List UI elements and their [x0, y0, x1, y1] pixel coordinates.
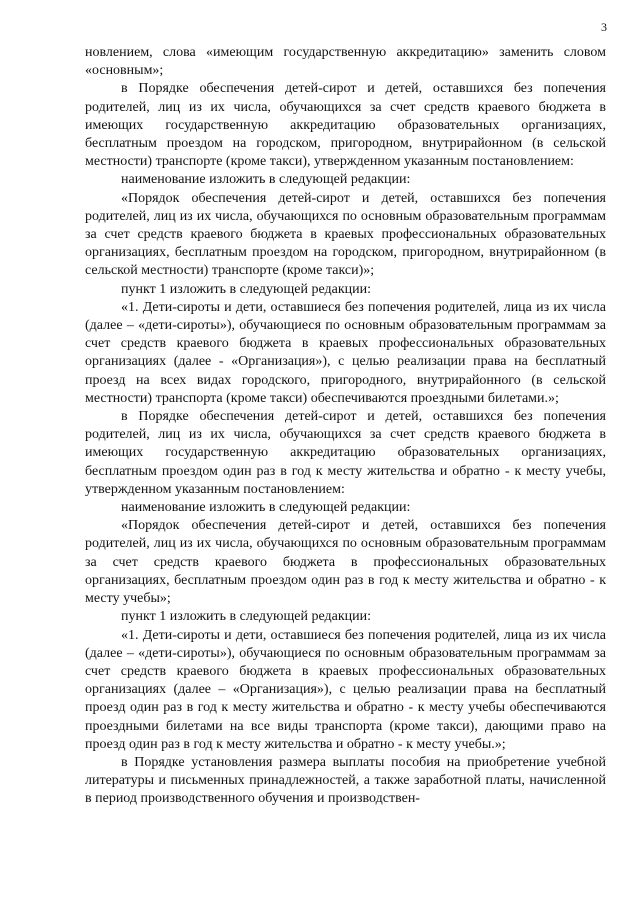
document-body	[85, 44, 606, 809]
paragraph-point-1-instruction: пункт 1 изложить в следующей редакции:	[121, 281, 371, 297]
paragraph-title-instruction: наименование изложить в следующей редакции:	[121, 172, 411, 188]
paragraph-new-title-annual-trip: «Порядок обеспечения детей-сирот и детей, оставшихся без попечения родителей, лиц из их числа, обучающихся по основным образовательным программам за счет средств краевого бюджета в профессиональных образовательных организациях, бесплатным проездом один раз в год к месту жительства и обратно - к месту учебы»;	[85, 518, 606, 607]
paragraph-order-local-transport: в Порядке обеспечения детей-сирот и детей, оставшихся без попечения родителей, лиц из их числа, обучающихся за счет средств краевого бюджета в имеющих государственную аккредитацию образовательных организациях, бесплатным проездом на городском, пригородном, внутрирайонном (в сельской местности) транспорте (кроме такси), утвержденном указанным постановлением:	[85, 81, 606, 170]
paragraph-point-1-annual-trip: «1. Дети-сироты и дети, оставшиеся без попечения родителей, лица из их числа (далее – «дети-сироты»), обучающиеся по основным образовательным программам за счет средств краевого бюджета в краевых профессиональных образовательных организациях (далее – «Организация»), с целью реализации права на бесплатный проезд один раз в год к месту жительства и обратно - к месту учебы обеспечиваются проездными билетами на все виды транспорта (кроме такси), дающими право на проезд один раз в год к месту жительства и обратно - к месту учебы.»;	[85, 627, 606, 752]
paragraph-new-title-local-transport: «Порядок обеспечения детей-сирот и детей, оставшихся без попечения родителей, лиц из их числа, обучающихся по основным образовательным программам за счет средств краевого бюджета в краевых профессиональных образовательных организациях, бесплатным проездом на городском, пригородном, внутрирайонном (в сельской местности) транспорте (кроме такси)»;	[85, 190, 606, 279]
paragraph-order-annual-trip: в Порядке обеспечения детей-сирот и детей, оставшихся без попечения родителей, лиц из их числа, обучающихся за счет средств краевого бюджета в имеющих государственную аккредитацию образовательных организациях, бесплатным проездом один раз в год к месту жительства и обратно - к месту учебы, утвержденном указанным постановлением:	[85, 409, 606, 497]
paragraph-title-instruction: наименование изложить в следующей редакции:	[121, 500, 411, 516]
paragraph-point-1-instruction: пункт 1 изложить в следующей редакции:	[121, 609, 371, 625]
page-number: 3	[601, 20, 607, 34]
paragraph-continuation: новлением, слова «имеющим государственную аккредитацию» заменить словом «основным»;	[85, 45, 606, 79]
paragraph-point-1-local-transport: «1. Дети-сироты и дети, оставшиеся без попечения родителей, лица из их числа (далее – «дети-сироты»), обучающиеся по основным образовательным программам за счет средств краевого бюджета в краевых профессиональных образовательных организациях (далее - «Организация»), с целью реализации права на бесплатный проезд на всех видах городского, пригородного, внутрирайонного (в сельской местности) транспорта (кроме такси) обеспечиваются проездными билетами.»;	[85, 299, 606, 406]
paragraph-order-allowance: в Порядке установления размера выплаты пособия на приобретение учебной литературы и письменных принадлежностей, а также заработной платы, начисленной в период производственного обучения и производствен-	[85, 754, 606, 807]
